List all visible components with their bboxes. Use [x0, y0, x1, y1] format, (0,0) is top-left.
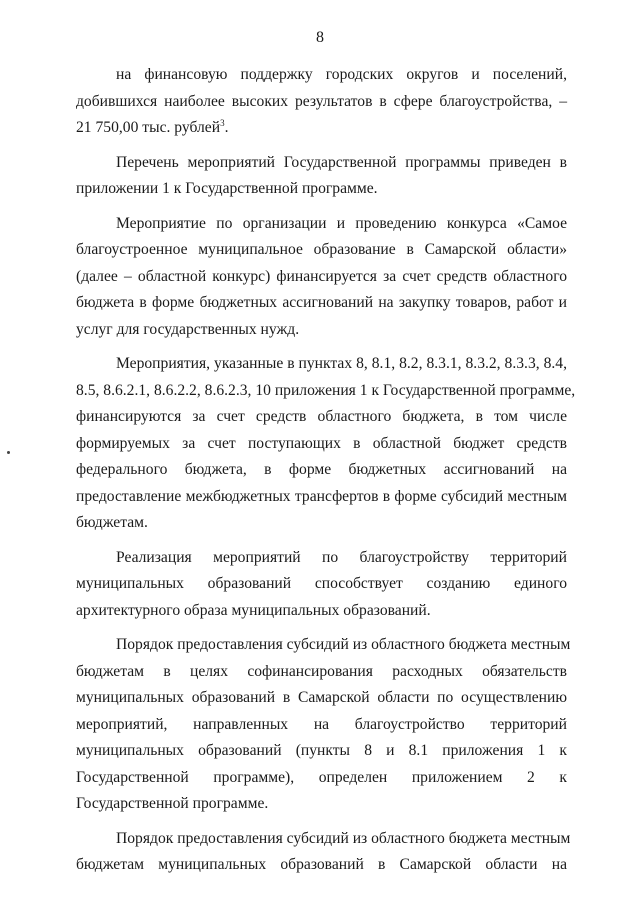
paragraph-subsidy-procedure [76, 632, 571, 818]
text-line: мероприятий, направленных на благоустройство территорий [76, 715, 567, 733]
paragraph-funding-amount [76, 62, 567, 142]
text-line: Перечень мероприятий Государственной программы приведен в [116, 153, 567, 171]
body-text [76, 62, 576, 879]
text-line: Порядок предоставления субсидий из областного бюджета местным [116, 636, 571, 653]
footnote-mark: 3 [220, 117, 225, 128]
paragraph-regional-contest [76, 211, 567, 344]
text-fragment: 21 750,00 тыс. рублей [76, 119, 221, 136]
text-line: Реализация мероприятий по благоустройству территорий [116, 548, 567, 566]
paragraph-implementation [76, 545, 567, 625]
paragraph-activities-financing [76, 351, 576, 537]
text-line: благоустроенное муниципальное образование в Самарской области» [76, 241, 567, 258]
text-line-with-footnote [76, 115, 567, 142]
text-line: федерального бюджета, в форме бюджетных ассигнований на [76, 461, 567, 478]
scan-speck [7, 451, 10, 454]
text-line: архитектурного образа муниципальных образований. [76, 601, 431, 619]
text-line: добившихся наиболее высоких результатов в сфере благоустройства, – [76, 92, 567, 110]
text-line: услуг для государственных нужд. [76, 320, 300, 338]
text-line: Мероприятие по организации и проведению конкурса «Самое [116, 214, 567, 232]
text-line: 8.5, 8.6.2.1, 8.6.2.2, 8.6.2.3, 10 приложения 1 к Государственной программе, [76, 381, 576, 399]
page-number: 8 [316, 29, 324, 46]
text-line: финансируются за счет средств областного бюджета, в том числе [76, 408, 567, 425]
text-line: Государственной программе. [76, 795, 269, 812]
text-line: (далее – областной конкурс) финансируется за счет средств областного [76, 267, 567, 285]
paragraph-program-list [76, 150, 567, 203]
text-fragment: . [224, 119, 229, 136]
text-line: Мероприятия, указанные в пунктах 8, 8.1, 8.2, 8.3.1, 8.3.2, 8.3.3, 8.4, [116, 355, 567, 372]
text-line: бюджетам. [76, 514, 148, 531]
text-line: формируемых за счет поступающих в областной бюджет средств [76, 434, 567, 452]
text-line: муниципальных образований (пункты 8 и 8.1 приложения 1 к [76, 742, 567, 759]
text-line: на финансовую поддержку городских округов и поселений, [116, 66, 567, 83]
text-line: бюджетам муниципальных образований в Самарской области на [76, 856, 567, 873]
text-line: бюджетам в целях софинансирования расходных обязательств [76, 662, 567, 680]
text-line: бюджета в форме бюджетных ассигнований на закупку товаров, работ и [76, 294, 567, 311]
text-line: приложении 1 к Государственной программе. [76, 180, 378, 197]
text-line: Государственной программе), определен приложением 2 к [76, 768, 567, 786]
paragraph-subsidy-procedure-continued [76, 826, 571, 879]
text-line: предоставление межбюджетных трансфертов в форме субсидий местным [76, 487, 567, 505]
text-line: муниципальных образований в Самарской области по осуществлению [76, 689, 567, 706]
text-line: муниципальных образований способствует созданию единого [76, 575, 567, 592]
text-line: Порядок предоставления субсидий из областного бюджета местным [116, 829, 571, 847]
